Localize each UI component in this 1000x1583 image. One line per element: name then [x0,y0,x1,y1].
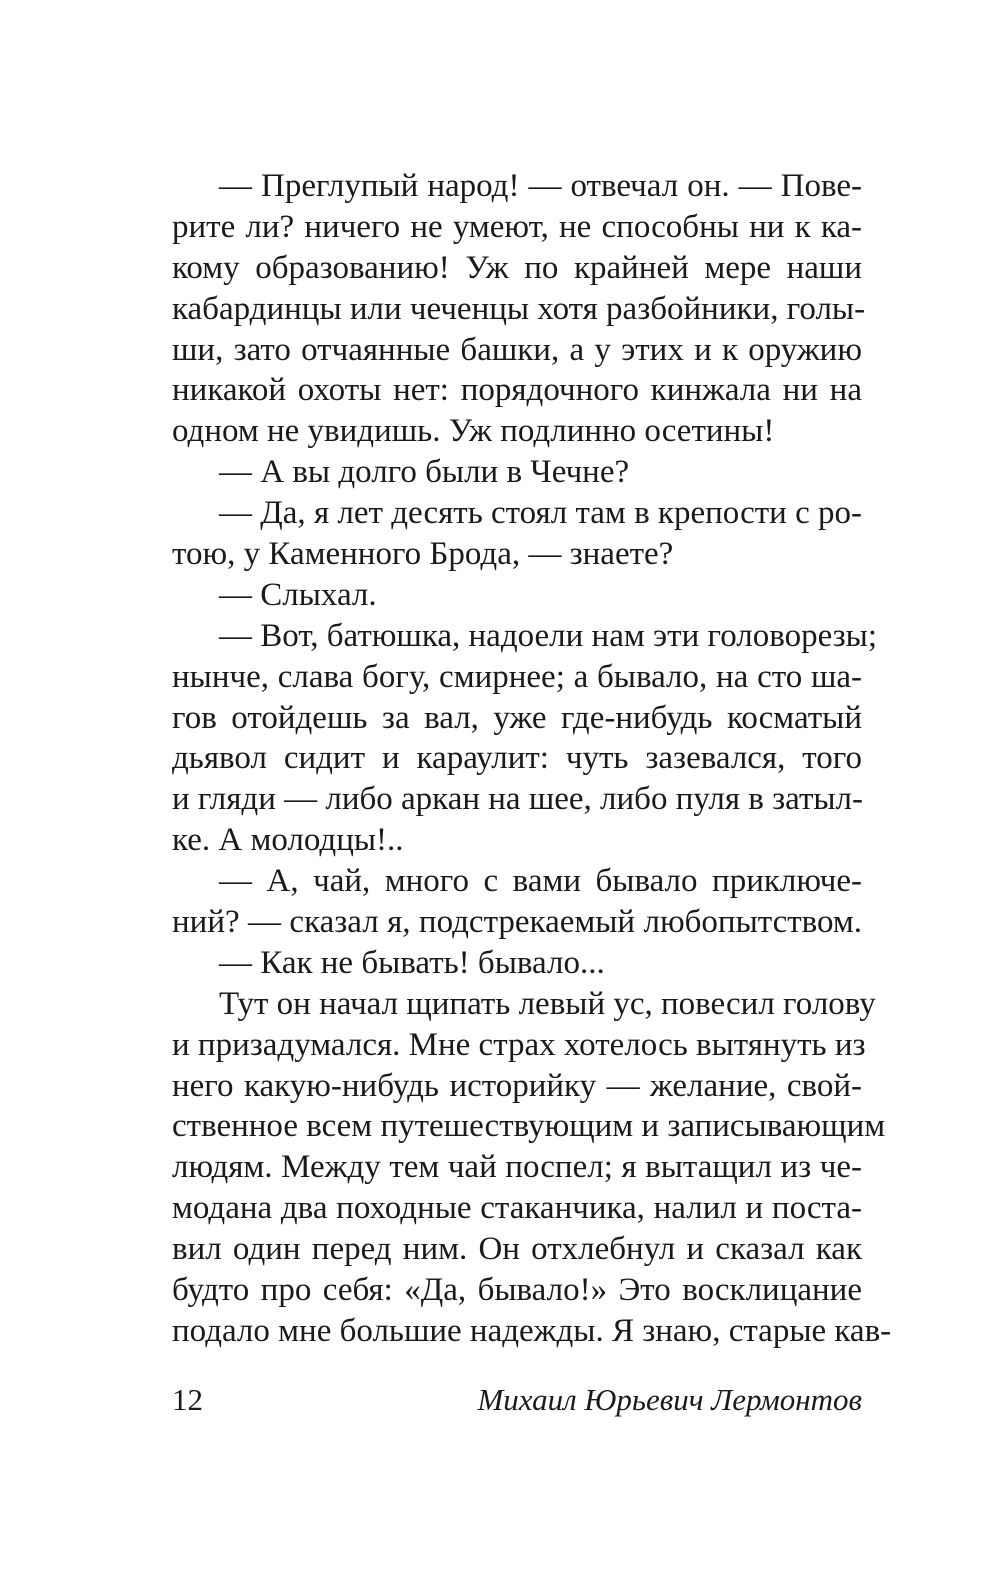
text-line: людям. Между тем чай поспел; я вытащил из че- [172,1149,862,1186]
text-line: никакой охоты нет: порядочного кинжала ни на [172,372,862,409]
text-line: кабардинцы или чеченцы хотя разбойники, голы- [172,290,866,327]
text-line: — Преглупый народ! — отвечал он. — Пове- [219,168,862,204]
text-line: одном не увидишь. Уж подлинно осетины! [172,413,775,450]
text-line: и гляди — либо аркан на шее, либо пуля в затыл- [172,781,864,818]
text-line: — А, чай, много с вами бывало приключе- [219,863,862,900]
text-line: — А вы долго были в Чечне? [219,454,630,491]
text-line: тою, у Каменного Брода, — знаете? [172,536,674,573]
text-line: рите ли? ничего не умеют, не способны ни к ка- [172,208,862,245]
text-line: ши, зато отчаянные башки, а у этих и к оружию [172,331,862,368]
text-line: Тут он начал щипать левый ус, повесил голову [219,985,876,1022]
text-line: — Да, я лет десять стоял там в крепости с ро- [219,495,862,532]
text-line: ний? — сказал я, подстрекаемый любопытством. [172,904,862,941]
text-line: вил один перед ним. Он отхлебнул и сказал как [172,1231,862,1268]
text-line: — Слыхал. [219,576,377,613]
running-title: Михаил Юрьевич Лермонтов [477,1382,862,1417]
text-line: гов отойдешь за вал, уже где-нибудь косматый [172,699,862,736]
page-footer [172,1382,862,1422]
text-line: и призадумался. Мне страх хотелось вытянуть из [172,1026,866,1063]
text-line: модана два походные стаканчика, налил и поста- [172,1190,862,1227]
text-line: подало мне большие надежды. Я знаю, старые кав- [172,1312,892,1349]
text-line: кому образованию! Уж по крайней мере наши [172,249,862,286]
text-line: ке. А молодцы!.. [172,822,404,859]
text-line: него какую-нибудь историйку — желание, свой- [172,1067,862,1104]
body-text [172,166,892,1352]
text-line: нынче, слава богу, смирнее; а бывало, на сто ша- [172,658,862,695]
text-line: дьявол сидит и караулит: чуть зазевался, того [172,740,862,777]
text-line: — Как не бывать! бывало... [219,944,605,981]
page-number: 12 [172,1382,203,1417]
text-line: ственное всем путешествующим и записывающим [172,1108,886,1145]
text-line: — Вот, батюшка, надоели нам эти головорезы; [219,617,878,654]
text-line: будто про себя: «Да, бывало!» Это восклицание [172,1272,862,1309]
